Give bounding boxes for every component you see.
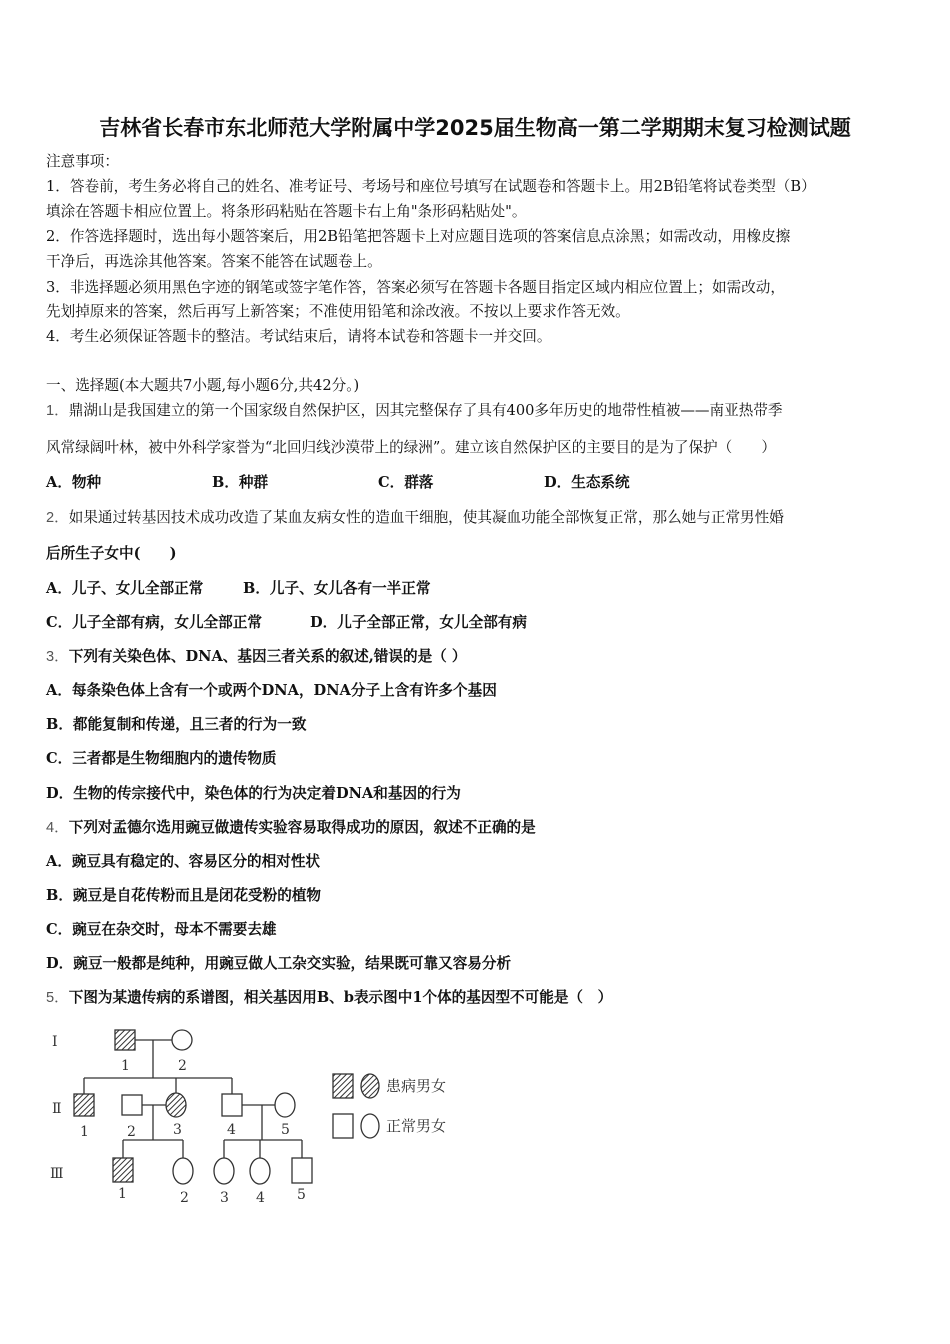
- generation-label: Ⅰ: [52, 1034, 58, 1050]
- question-number: 3．: [46, 649, 69, 665]
- gen2-3-female-affected: [166, 1093, 186, 1117]
- option-c[interactable]: C．三者都是生物细胞内的遗传物质: [46, 750, 277, 767]
- option-c[interactable]: C．群落: [378, 474, 434, 491]
- legend-normal-male: [333, 1114, 353, 1138]
- question-2-stem-cont: 后所生子女中( ): [46, 545, 177, 562]
- question-number: 4．: [46, 820, 69, 836]
- notice-line: 干净后，再选涂其他答案。答案不能答在试题卷上。: [46, 253, 382, 270]
- legend-normal-female: [361, 1114, 379, 1138]
- gen2-1-male-affected: [74, 1094, 94, 1116]
- option-c[interactable]: C．儿子全部有病，女儿全部正常: [46, 614, 262, 631]
- option-b[interactable]: B．都能复制和传递，且三者的行为一致: [46, 716, 307, 733]
- question-3-stem: [46, 647, 466, 667]
- individual-label: 1: [121, 1058, 130, 1074]
- individual-label: 2: [127, 1124, 136, 1140]
- option-a[interactable]: A．儿子、女儿全部正常: [46, 580, 204, 597]
- option-d[interactable]: D．生态系统: [544, 474, 630, 491]
- individual-label: 1: [118, 1186, 127, 1202]
- notice-line: 3．非选择题必须用黑色字迹的钢笔或签字笔作答，答案必须写在答题卡各题目指定区域内相应位置上；如需改动，: [46, 279, 785, 296]
- option-b[interactable]: B．儿子、女儿各有一半正常: [243, 580, 431, 597]
- question-4-stem: [46, 818, 536, 838]
- individual-label: 2: [180, 1190, 189, 1206]
- section-heading: 一、选择题(本大题共7小题,每小题6分,共42分。): [46, 377, 360, 394]
- gen1-female-normal: [172, 1030, 192, 1050]
- generation-label: Ⅲ: [50, 1166, 64, 1182]
- pedigree-chart: [40, 1018, 480, 1213]
- gen3-1-male-affected: [113, 1158, 133, 1182]
- legend-affected-male: [333, 1074, 353, 1098]
- individual-label: 4: [256, 1190, 265, 1206]
- option-a[interactable]: A．豌豆具有稳定的、容易区分的相对性状: [46, 853, 321, 870]
- question-5-stem: [46, 988, 612, 1008]
- question-2-stem: [46, 508, 784, 528]
- option-d[interactable]: D．豌豆一般都是纯种，用豌豆做人工杂交实验，结果既可靠又容易分析: [46, 955, 512, 972]
- notice-line: 填涂在答题卡相应位置上。将条形码粘贴在答题卡右上角"条形码粘贴处"。: [46, 203, 527, 220]
- option-b[interactable]: B．种群: [212, 474, 269, 491]
- question-1-stem: [46, 401, 782, 421]
- individual-label: 5: [281, 1122, 290, 1138]
- question-1-stem-cont: 风常绿阔叶林，被中外科学家誉为“北回归线沙漠带上的绿洲”。建立该自然保护区的主要目的是为了保护（ ）: [46, 439, 777, 456]
- gen2-4-male-normal: [222, 1094, 242, 1116]
- legend-affected-label: 患病男女: [386, 1077, 447, 1095]
- notice-line: 2．作答选择题时，选出每小题答案后，用2B铅笔把答题卡上对应题目选项的答案信息点涂黑；如需改动，用橡皮擦: [46, 228, 791, 245]
- gen3-5-male-normal: [292, 1158, 312, 1183]
- individual-label: 1: [80, 1124, 89, 1140]
- gen2-5-female-normal: [275, 1093, 295, 1117]
- individual-label: 3: [220, 1190, 229, 1206]
- gen1-male-affected: [115, 1030, 135, 1050]
- question-number: 5．: [46, 990, 69, 1006]
- question-number: 2．: [46, 510, 69, 526]
- question-text: 鼎湖山是我国建立的第一个国家级自然保护区，因其完整保存了具有400多年历史的地带性植被——南亚热带季: [68, 402, 783, 419]
- gen3-4-female-normal: [250, 1158, 270, 1184]
- legend-affected-female: [361, 1074, 379, 1098]
- option-d[interactable]: D．生物的传宗接代中，染色体的行为决定着DNA和基因的行为: [46, 785, 461, 802]
- individual-label: 5: [297, 1187, 306, 1203]
- exam-title: 吉林省长春市东北师范大学附属中学2025届生物高一第二学期期末复习检测试题: [99, 116, 851, 140]
- question-number: 1．: [46, 403, 69, 419]
- notice-line: 1．答卷前，考生务必将自己的姓名、准考证号、考场号和座位号填写在试题卷和答题卡上。用2B铅笔将试卷类型（B）: [46, 178, 816, 195]
- gen3-2-female-normal: [173, 1158, 193, 1184]
- notice-line: 先划掉原来的答案，然后再写上新答案；不准使用铅笔和涂改液。不按以上要求作答无效。: [46, 303, 630, 320]
- gen3-3-female-normal: [214, 1158, 234, 1184]
- question-text: 如果通过转基因技术成功改造了某血友病女性的造血干细胞，使其凝血功能全部恢复正常，那么她与正常男性婚: [68, 509, 784, 526]
- option-a[interactable]: A．每条染色体上含有一个或两个DNA，DNA分子上含有许多个基因: [46, 682, 497, 699]
- question-text: 下图为某遗传病的系谱图，相关基因用B、b表示图中1个体的基因型不可能是（ ）: [68, 989, 613, 1006]
- individual-label: 3: [173, 1122, 182, 1138]
- option-c[interactable]: C．豌豆在杂交时，母本不需要去雄: [46, 921, 277, 938]
- individual-label: 4: [227, 1122, 236, 1138]
- gen2-2-male-normal: [122, 1095, 142, 1115]
- option-d[interactable]: D．儿子全部正常，女儿全部有病: [310, 614, 527, 631]
- question-text: 下列有关染色体、DNA、基因三者关系的叙述,错误的是（ ）: [68, 648, 467, 665]
- notice-line: 4．考生必须保证答题卡的整洁。考试结束后，请将本试卷和答题卡一并交回。: [46, 328, 552, 345]
- individual-label: 2: [178, 1058, 187, 1074]
- option-a[interactable]: A．物种: [46, 474, 102, 491]
- generation-label: Ⅱ: [52, 1101, 62, 1117]
- legend-normal-label: 正常男女: [386, 1117, 447, 1135]
- notice-heading: 注意事项：: [46, 153, 119, 170]
- question-text: 下列对孟德尔选用豌豆做遗传实验容易取得成功的原因，叙述不正确的是: [68, 819, 536, 836]
- option-b[interactable]: B．豌豆是自花传粉而且是闭花受粉的植物: [46, 887, 322, 904]
